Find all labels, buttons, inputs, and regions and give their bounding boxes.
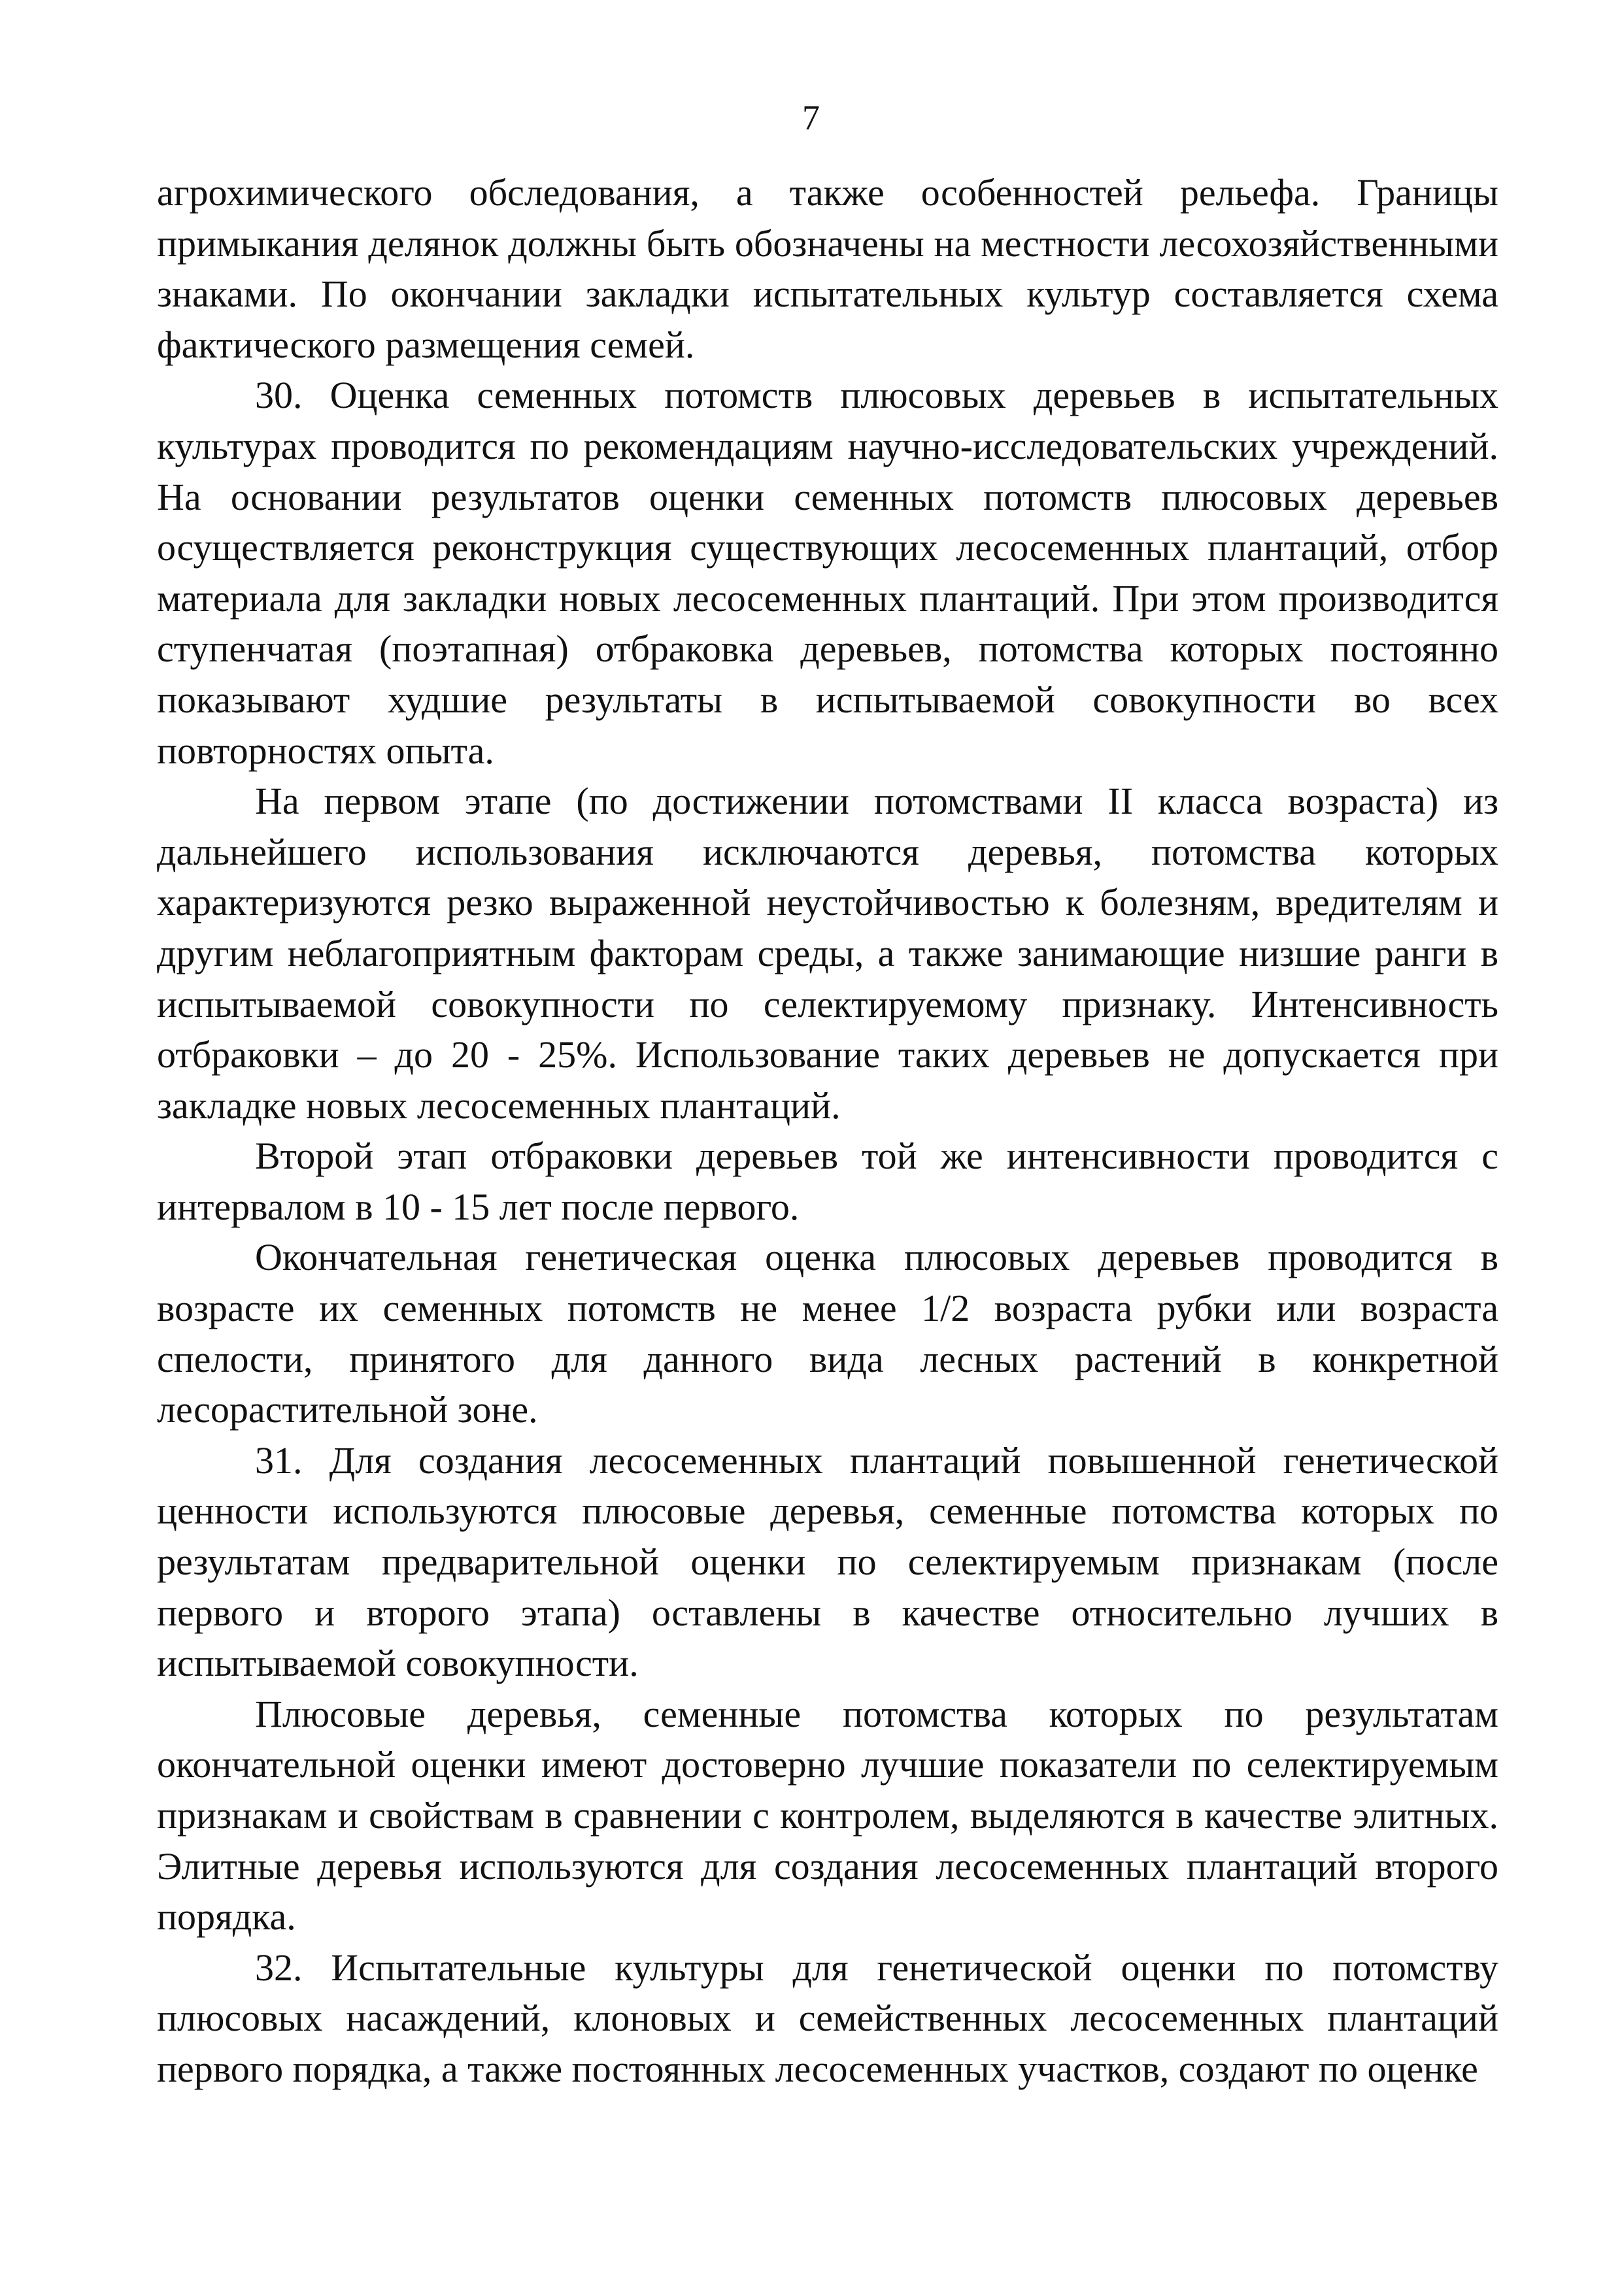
paragraph-elite-trees: Плюсовые деревья, семенные потомства которых по результатам окончательной оценки имеют достоверно лучшие показатели по селектируемым признакам и свойствам в сравнении с контролем, выделяются в качестве элитных. Элитные деревья используются для создания лесосеменных плантаций второго порядка. (157, 1692, 1498, 1938)
page-number: 7 (802, 98, 820, 137)
paragraph-item-32: 32. Испытательные культуры для генетической оценки по потомству плюсовых насаждений, клоновых и семейственных лесосеменных плантаций первого порядка, а также постоянных лесосеменных участков, создают по оценке (157, 1946, 1498, 2090)
paragraph-first-stage: На первом этапе (по достижении потомствами II класса возраста) из дальнейшего использования исключаются деревья, потомства которых характеризуются резко выраженной неустойчивостью к болезням, вредителям и другим неблагоприятным факторам среды, а также занимающие низшие ранги в испытываемой совокупности по селектируемому признаку. Интенсивность отбраковки – до 20 - 25%. Использование таких деревьев не допускается при закладке новых лесосеменных плантаций. (157, 780, 1498, 1127)
paragraph-item-30: 30. Оценка семенных потомств плюсовых деревьев в испытательных культурах проводится по рекомендациям научно-исследовательских учреждений. На основании результатов оценки семенных потомств плюсовых деревьев осуществляется реконструкция существующих лесосеменных плантаций, отбор материала для закладки новых лесосеменных плантаций. При этом производится ступенчатая (поэтапная) отбраковка деревьев, потомства которых постоянно показывают худшие результаты в испытываемой совокупности во всех повторностях опыта. (157, 374, 1498, 772)
document-body (157, 167, 1498, 2095)
paragraph-final-assessment: Окончательная генетическая оценка плюсовых деревьев проводится в возрасте их семенных потомств не менее 1/2 возраста рубки или возраста спелости, принятого для данного вида лесных растений в конкретной лесорастительной зоне. (157, 1236, 1498, 1431)
paragraph-item-31: 31. Для создания лесосеменных плантаций повышенной генетической ценности используются плюсовые деревья, семенные потомства которых по результатам предварительной оценки по селектируемым признакам (после первого и второго этапа) оставлены в качестве относительно лучших в испытываемой совокупности. (157, 1439, 1498, 1685)
paragraph-second-stage: Второй этап отбраковки деревьев той же интенсивности проводится с интервалом в 10 - 15 лет после первого. (157, 1135, 1498, 1228)
paragraph-continuation: агрохимического обследования, а также особенностей рельефа. Границы примыкания делянок должны быть обозначены на местности лесохозяйственными знаками. По окончании закладки испытательных культур составляется схема фактического размещения семей. (157, 171, 1498, 366)
